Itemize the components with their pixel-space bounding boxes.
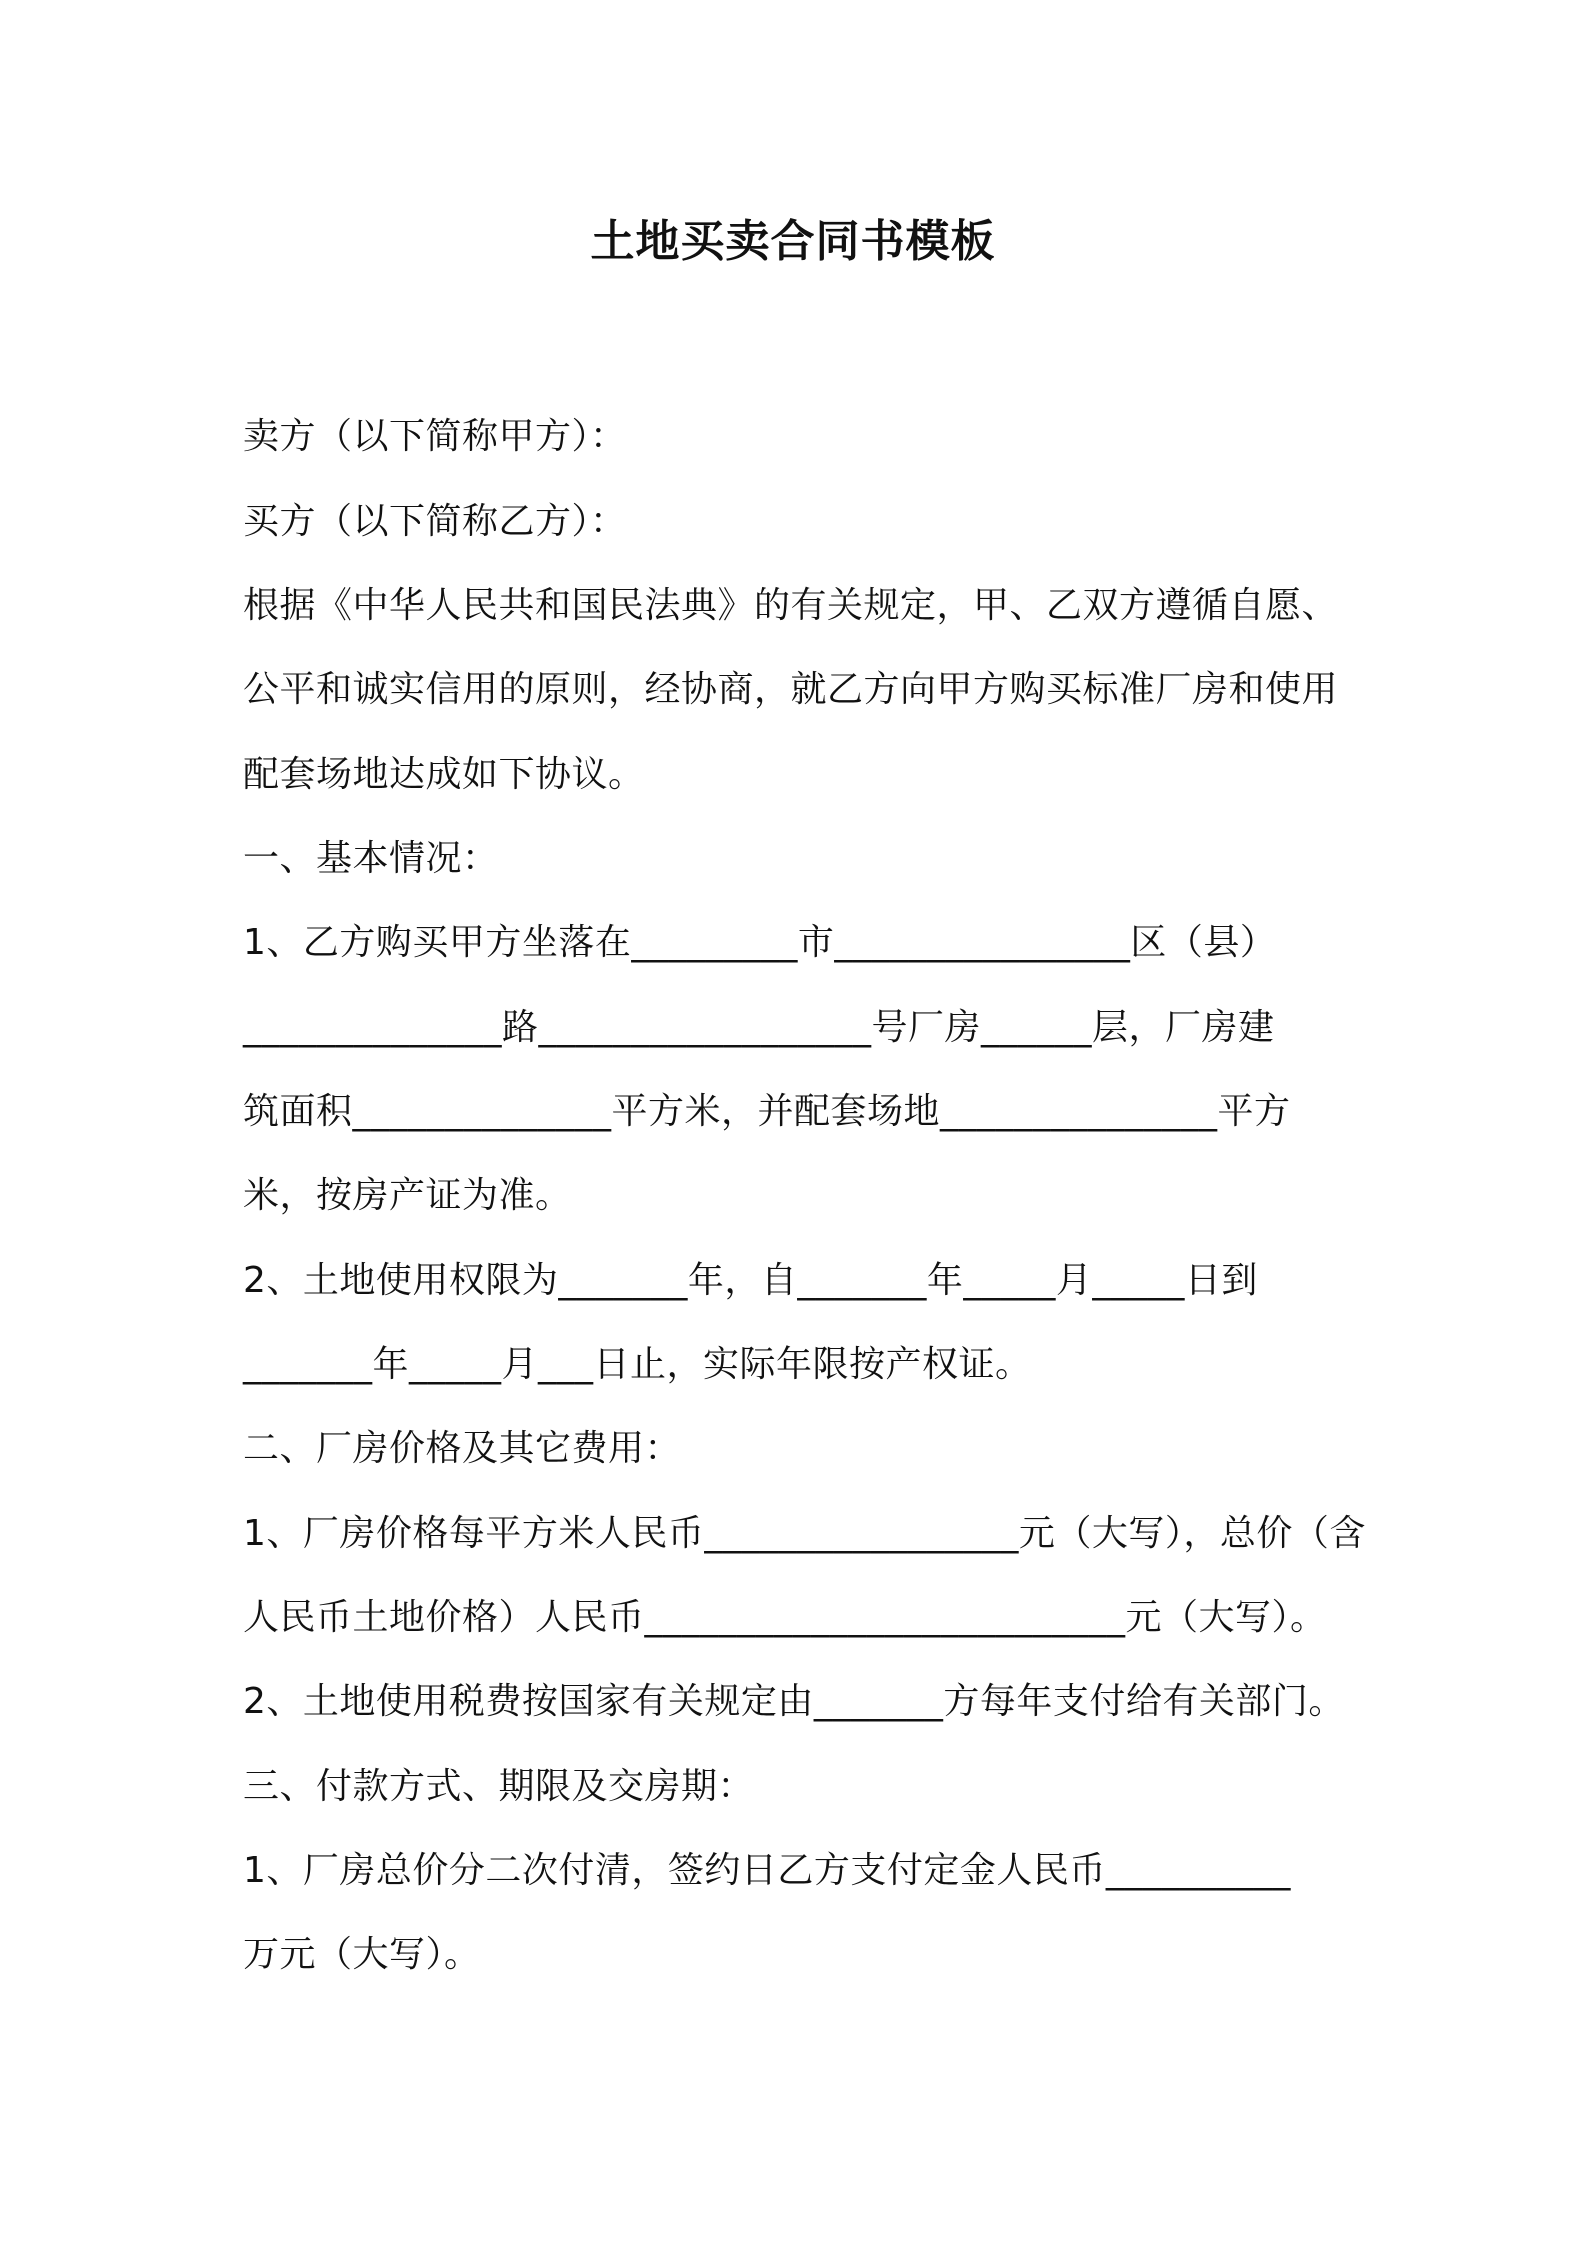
clause-1-1-line-4: 米，按房产证为准。 [243, 1175, 572, 1216]
clause-1-1-line-1: 1、乙方购买甲方坐落在_________市________________区（县） [243, 922, 1277, 963]
clause-3-1-line-2: 万元（大写）。 [243, 1934, 481, 1975]
section-heading-basic: 一、基本情况： [243, 838, 499, 879]
clause-1-2-line-1: 2、土地使用权限为_______年，自_______年_____月_____日到 [243, 1260, 1258, 1301]
clause-2-2-line-1: 2、土地使用税费按国家有关规定由_______方每年支付给有关部门。 [243, 1681, 1345, 1722]
clause-1-2-line-2: _______年_____月___日止，实际年限按产权证。 [243, 1344, 1032, 1385]
preamble-line-2: 公平和诚实信用的原则，经协商，就乙方向甲方购买标准厂房和使用 [243, 669, 1339, 710]
preamble-line-3: 配套场地达成如下协议。 [243, 754, 645, 795]
clause-1-1-line-2: ______________路__________________号厂房______层，厂房建 [243, 1007, 1275, 1048]
clause-2-1-line-1: 1、厂房价格每平方米人民币_________________元（大写），总价（含 [243, 1513, 1366, 1554]
section-heading-payment: 三、付款方式、期限及交房期： [243, 1766, 755, 1807]
document-title: 土地买卖合同书模板 [590, 216, 996, 267]
clause-1-1-line-3: 筑面积______________平方米，并配套场地_______________平方 [243, 1091, 1291, 1132]
seller-line: 卖方（以下简称甲方）： [243, 416, 627, 457]
clause-3-1-line-1: 1、厂房总价分二次付清，签约日乙方支付定金人民币__________ [243, 1850, 1291, 1891]
clause-2-1-line-2: 人民币土地价格）人民币__________________________元（大写）。 [243, 1597, 1327, 1638]
preamble-line-1: 根据《中华人民共和国民法典》的有关规定，甲、乙双方遵循自愿、 [243, 585, 1339, 626]
section-heading-price: 二、厂房价格及其它费用： [243, 1428, 682, 1469]
buyer-line: 买方（以下简称乙方）： [243, 501, 627, 542]
